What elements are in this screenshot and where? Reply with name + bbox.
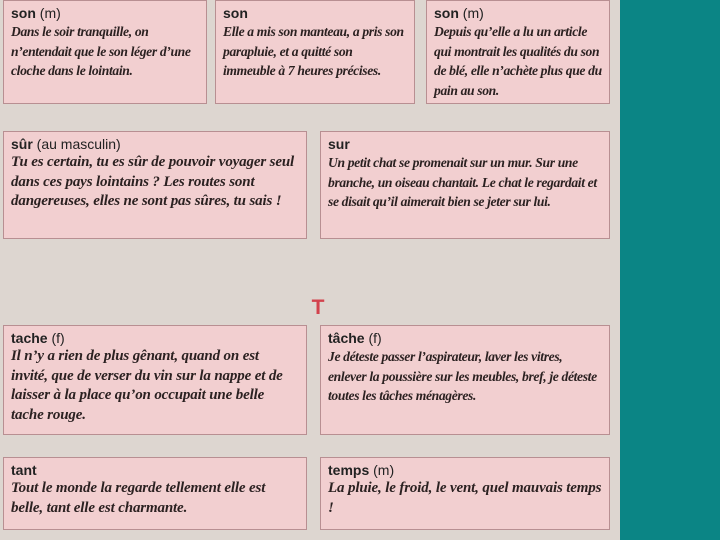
entry-example: Un petit chat se promenait sur un mur. Sur une branche, un oiseau chantait. Le chat le regardait et se disait qu’il aimerait bien se jeter sur lui. (328, 155, 597, 209)
entry-headword: tache (f) (11, 330, 65, 346)
entry-card-sur (320, 131, 610, 239)
entry-card-tache-circumflex (320, 325, 610, 435)
entry-headword: sur (328, 136, 350, 152)
section-letter: T (311, 296, 325, 319)
bleed-through-text (330, 250, 600, 300)
teal-side-panel (620, 0, 720, 540)
entry-headword: tâche (f) (328, 330, 382, 346)
entry-card-son-m-3 (426, 0, 610, 104)
entry-card-sur-masculin (3, 131, 307, 239)
entry-example: Elle a mis son manteau, a pris son parapluie, et a quitté son immeuble à 7 heures précises. (223, 24, 404, 78)
entry-card-son-2 (215, 0, 415, 104)
entry-headword: tant (11, 462, 37, 478)
entry-card-son-m-1 (3, 0, 207, 104)
entry-example: Il n’y a rien de plus gênant, quand on est invité, que de verser du vin sur la nappe et de laisser à la place qu’on occupait une belle tache rouge. (11, 348, 283, 423)
entry-example: Depuis qu’elle a lu un article qui montrait les qualités du son de blé, elle n’achète plus que du pain au son. (434, 24, 602, 98)
entry-example: Dans le soir tranquille, on n’entendait que le son léger d’une cloche dans le lointain. (11, 24, 191, 78)
entry-example: Je déteste passer l’aspirateur, laver les vitres, enlever la poussière sur les meubles, bref, je déteste toutes les tâches ménagères. (328, 349, 597, 403)
bleed-through-text (14, 244, 304, 314)
entry-headword: son (m) (11, 5, 61, 21)
entry-card-tant (3, 457, 307, 530)
entry-headword: sûr (au masculin) (11, 136, 121, 152)
entry-example: Tout le monde la regarde tellement elle est belle, tant elle est charmante. (11, 480, 266, 516)
entry-card-temps (320, 457, 610, 530)
bleed-through-text (150, 112, 310, 132)
entry-headword: son (m) (434, 5, 484, 21)
entry-example: Tu es certain, tu es sûr de pouvoir voyager seul dans ces pays lointains ? Les routes sont dangereuses, elles ne sont pas sûres, tu sais ! (11, 154, 295, 209)
entry-headword: temps (m) (328, 462, 395, 478)
entry-example: La pluie, le froid, le vent, quel mauvais temps ! (328, 480, 602, 516)
entry-headword: son (223, 5, 248, 21)
entry-card-tache (3, 325, 307, 435)
